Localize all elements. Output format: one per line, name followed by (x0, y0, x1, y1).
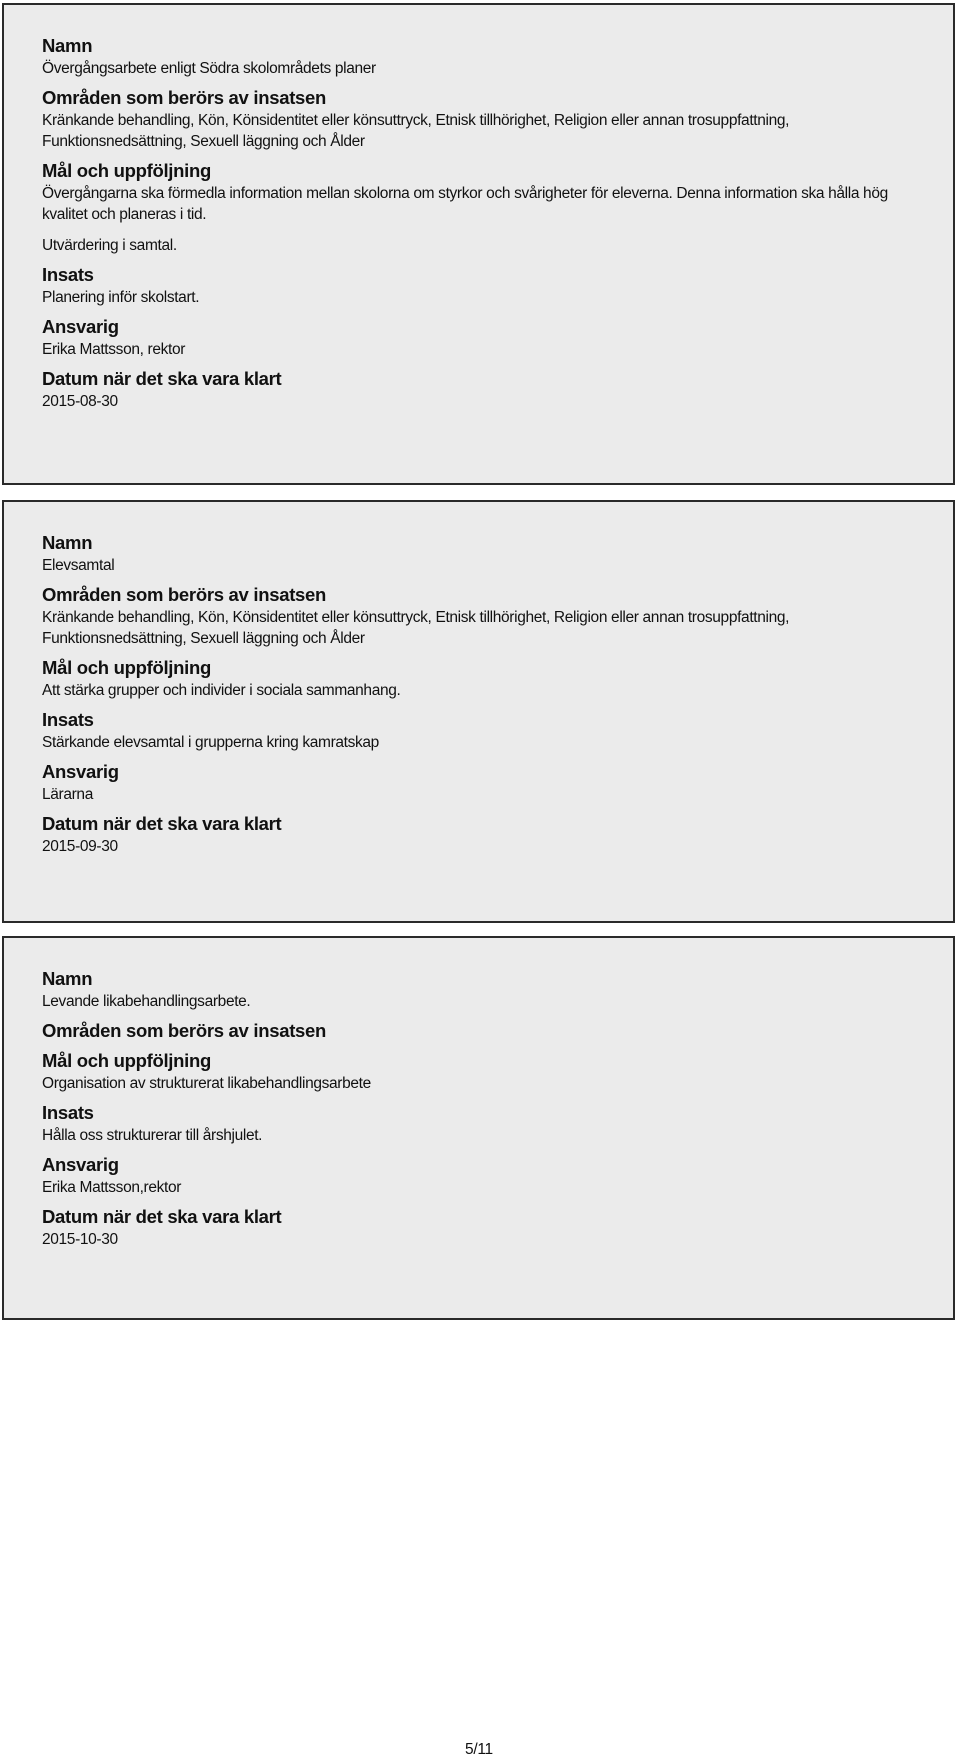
responsible-section (42, 316, 915, 360)
name-section (42, 532, 915, 576)
goals-section (42, 160, 915, 256)
name-value: Elevsamtal (42, 557, 115, 574)
responsible-heading: Ansvarig (42, 1154, 119, 1175)
entry-card-3 (2, 936, 955, 1320)
action-value: Planering inför skolstart. (42, 289, 200, 306)
action-value: Hålla oss strukturerar till årshjulet. (42, 1127, 263, 1144)
areas-heading: Områden som berörs av insatsen (42, 87, 327, 108)
goals-heading: Mål och uppföljning (42, 1050, 211, 1071)
date-value: 2015-09-30 (42, 838, 118, 855)
action-section (42, 264, 915, 308)
goals-value: Att stärka grupper och individer i sociala sammanhang. (42, 682, 401, 699)
name-value: Övergångsarbete enligt Södra skolområdets planer (42, 60, 376, 77)
page-number: 5/11 (465, 1741, 493, 1758)
responsible-value: Lärarna (42, 786, 93, 803)
goals-heading: Mål och uppföljning (42, 657, 211, 678)
date-section (42, 368, 915, 412)
date-heading: Datum när det ska vara klart (42, 813, 282, 834)
areas-value: Kränkande behandling, Kön, Könsidentitet eller könsuttryck, Etnisk tillhörighet, Religion eller annan trosuppfattning, Funktionsnedsättning, Sexuell läggning och Ålder (42, 112, 790, 150)
areas-section (42, 584, 915, 649)
responsible-heading: Ansvarig (42, 761, 119, 782)
goals-heading: Mål och uppföljning (42, 160, 211, 181)
responsible-section (42, 1154, 915, 1198)
name-heading: Namn (42, 968, 93, 989)
action-heading: Insats (42, 264, 94, 285)
responsible-heading: Ansvarig (42, 316, 119, 337)
entry-card-2 (2, 500, 955, 923)
date-section (42, 813, 915, 857)
areas-heading: Områden som berörs av insatsen (42, 1020, 327, 1041)
name-heading: Namn (42, 35, 93, 56)
goals-value: Övergångarna ska förmedla information mellan skolorna om styrkor och svårigheter för eleverna. Denna information ska hålla hög kvalitet och planeras i tid. (42, 185, 888, 223)
goals-section (42, 657, 915, 701)
name-section (42, 968, 915, 1012)
date-section (42, 1206, 915, 1250)
areas-value: Kränkande behandling, Kön, Könsidentitet eller könsuttryck, Etnisk tillhörighet, Religion eller annan trosuppfattning, Funktionsnedsättning, Sexuell läggning och Ålder (42, 609, 790, 647)
date-heading: Datum när det ska vara klart (42, 368, 282, 389)
responsible-section (42, 761, 915, 805)
name-heading: Namn (42, 532, 93, 553)
date-value: 2015-08-30 (42, 393, 118, 410)
areas-section (42, 87, 915, 152)
action-value: Stärkande elevsamtal i grupperna kring kamratskap (42, 734, 379, 751)
name-value: Levande likabehandlingsarbete. (42, 993, 251, 1010)
responsible-value: Erika Mattsson, rektor (42, 341, 186, 358)
goals-value: Organisation av strukturerat likabehandlingsarbete (42, 1075, 371, 1092)
action-heading: Insats (42, 1102, 94, 1123)
date-value: 2015-10-30 (42, 1231, 118, 1248)
responsible-value: Erika Mattsson,rektor (42, 1179, 182, 1196)
action-section (42, 709, 915, 753)
areas-heading: Områden som berörs av insatsen (42, 584, 327, 605)
action-heading: Insats (42, 709, 94, 730)
name-section (42, 35, 915, 79)
areas-section (42, 1020, 915, 1042)
goals-section (42, 1050, 915, 1094)
action-section (42, 1102, 915, 1146)
entry-card-1 (2, 3, 955, 485)
goals-extra-value: Utvärdering i samtal. (42, 237, 177, 254)
date-heading: Datum när det ska vara klart (42, 1206, 282, 1227)
